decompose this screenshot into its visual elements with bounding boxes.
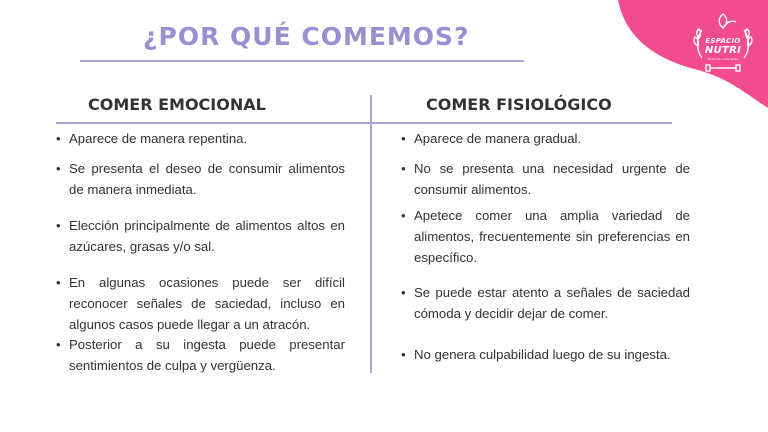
bullet-icon: • bbox=[401, 208, 406, 223]
bullet-icon: • bbox=[401, 285, 406, 300]
list-item bbox=[401, 282, 690, 324]
bullet-icon: • bbox=[56, 337, 61, 352]
logo-tagline: Nutrición consciente bbox=[707, 57, 739, 61]
list-item bbox=[401, 128, 690, 149]
list-item bbox=[56, 128, 345, 149]
logo-line-2: NUTRI bbox=[704, 45, 742, 56]
item-text: Se presenta el deseo de consumir alimentos de manera inmediata. bbox=[69, 161, 345, 197]
bullet-icon: • bbox=[56, 161, 61, 176]
list-item bbox=[56, 215, 345, 257]
left-heading-underline bbox=[56, 122, 370, 124]
item-text: No genera culpabilidad luego de su ingesta. bbox=[414, 347, 671, 362]
list-item bbox=[56, 272, 345, 335]
page-title: ¿POR QUÉ COMEMOS? bbox=[143, 22, 470, 51]
bullet-icon: • bbox=[56, 131, 61, 146]
heading-comer-emocional: COMER EMOCIONAL bbox=[88, 95, 266, 114]
heading-comer-fisiologico: COMER FISIOLÓGICO bbox=[426, 95, 612, 114]
list-item bbox=[401, 205, 690, 268]
bullet-icon: • bbox=[56, 275, 61, 290]
bullet-icon: • bbox=[56, 218, 61, 233]
right-heading-underline bbox=[372, 122, 672, 124]
espacio-nutri-logo bbox=[688, 10, 758, 80]
item-text: Elección principalmente de alimentos altos en azúcares, grasas y/o sal. bbox=[69, 218, 345, 254]
title-underline bbox=[80, 60, 524, 62]
item-text: Aparece de manera gradual. bbox=[414, 131, 582, 146]
list-item bbox=[56, 158, 345, 200]
bullet-icon: • bbox=[401, 131, 406, 146]
logo-text bbox=[688, 37, 758, 56]
list-item bbox=[401, 344, 690, 365]
item-text: No se presenta una necesidad urgente de consumir alimentos. bbox=[414, 161, 690, 197]
item-text: Aparece de manera repentina. bbox=[69, 131, 248, 146]
item-text: Posterior a su ingesta puede presentar sentimientos de culpa y vergüenza. bbox=[69, 337, 345, 373]
column-divider bbox=[370, 95, 372, 373]
item-text: Apetece comer una amplia variedad de alimentos, frecuentemente sin preferencias en específico. bbox=[414, 208, 690, 265]
bullet-icon: • bbox=[401, 347, 406, 362]
item-text: Se puede estar atento a señales de saciedad cómoda y decidir dejar de comer. bbox=[414, 285, 690, 321]
list-item bbox=[401, 158, 690, 200]
bullet-icon: • bbox=[401, 161, 406, 176]
item-text: En algunas ocasiones puede ser difícil reconocer señales de saciedad, incluso en algunos casos puede llegar a un atracón. bbox=[69, 275, 345, 332]
list-item bbox=[56, 334, 345, 376]
logo-line-1: ESPACIO bbox=[705, 37, 741, 45]
